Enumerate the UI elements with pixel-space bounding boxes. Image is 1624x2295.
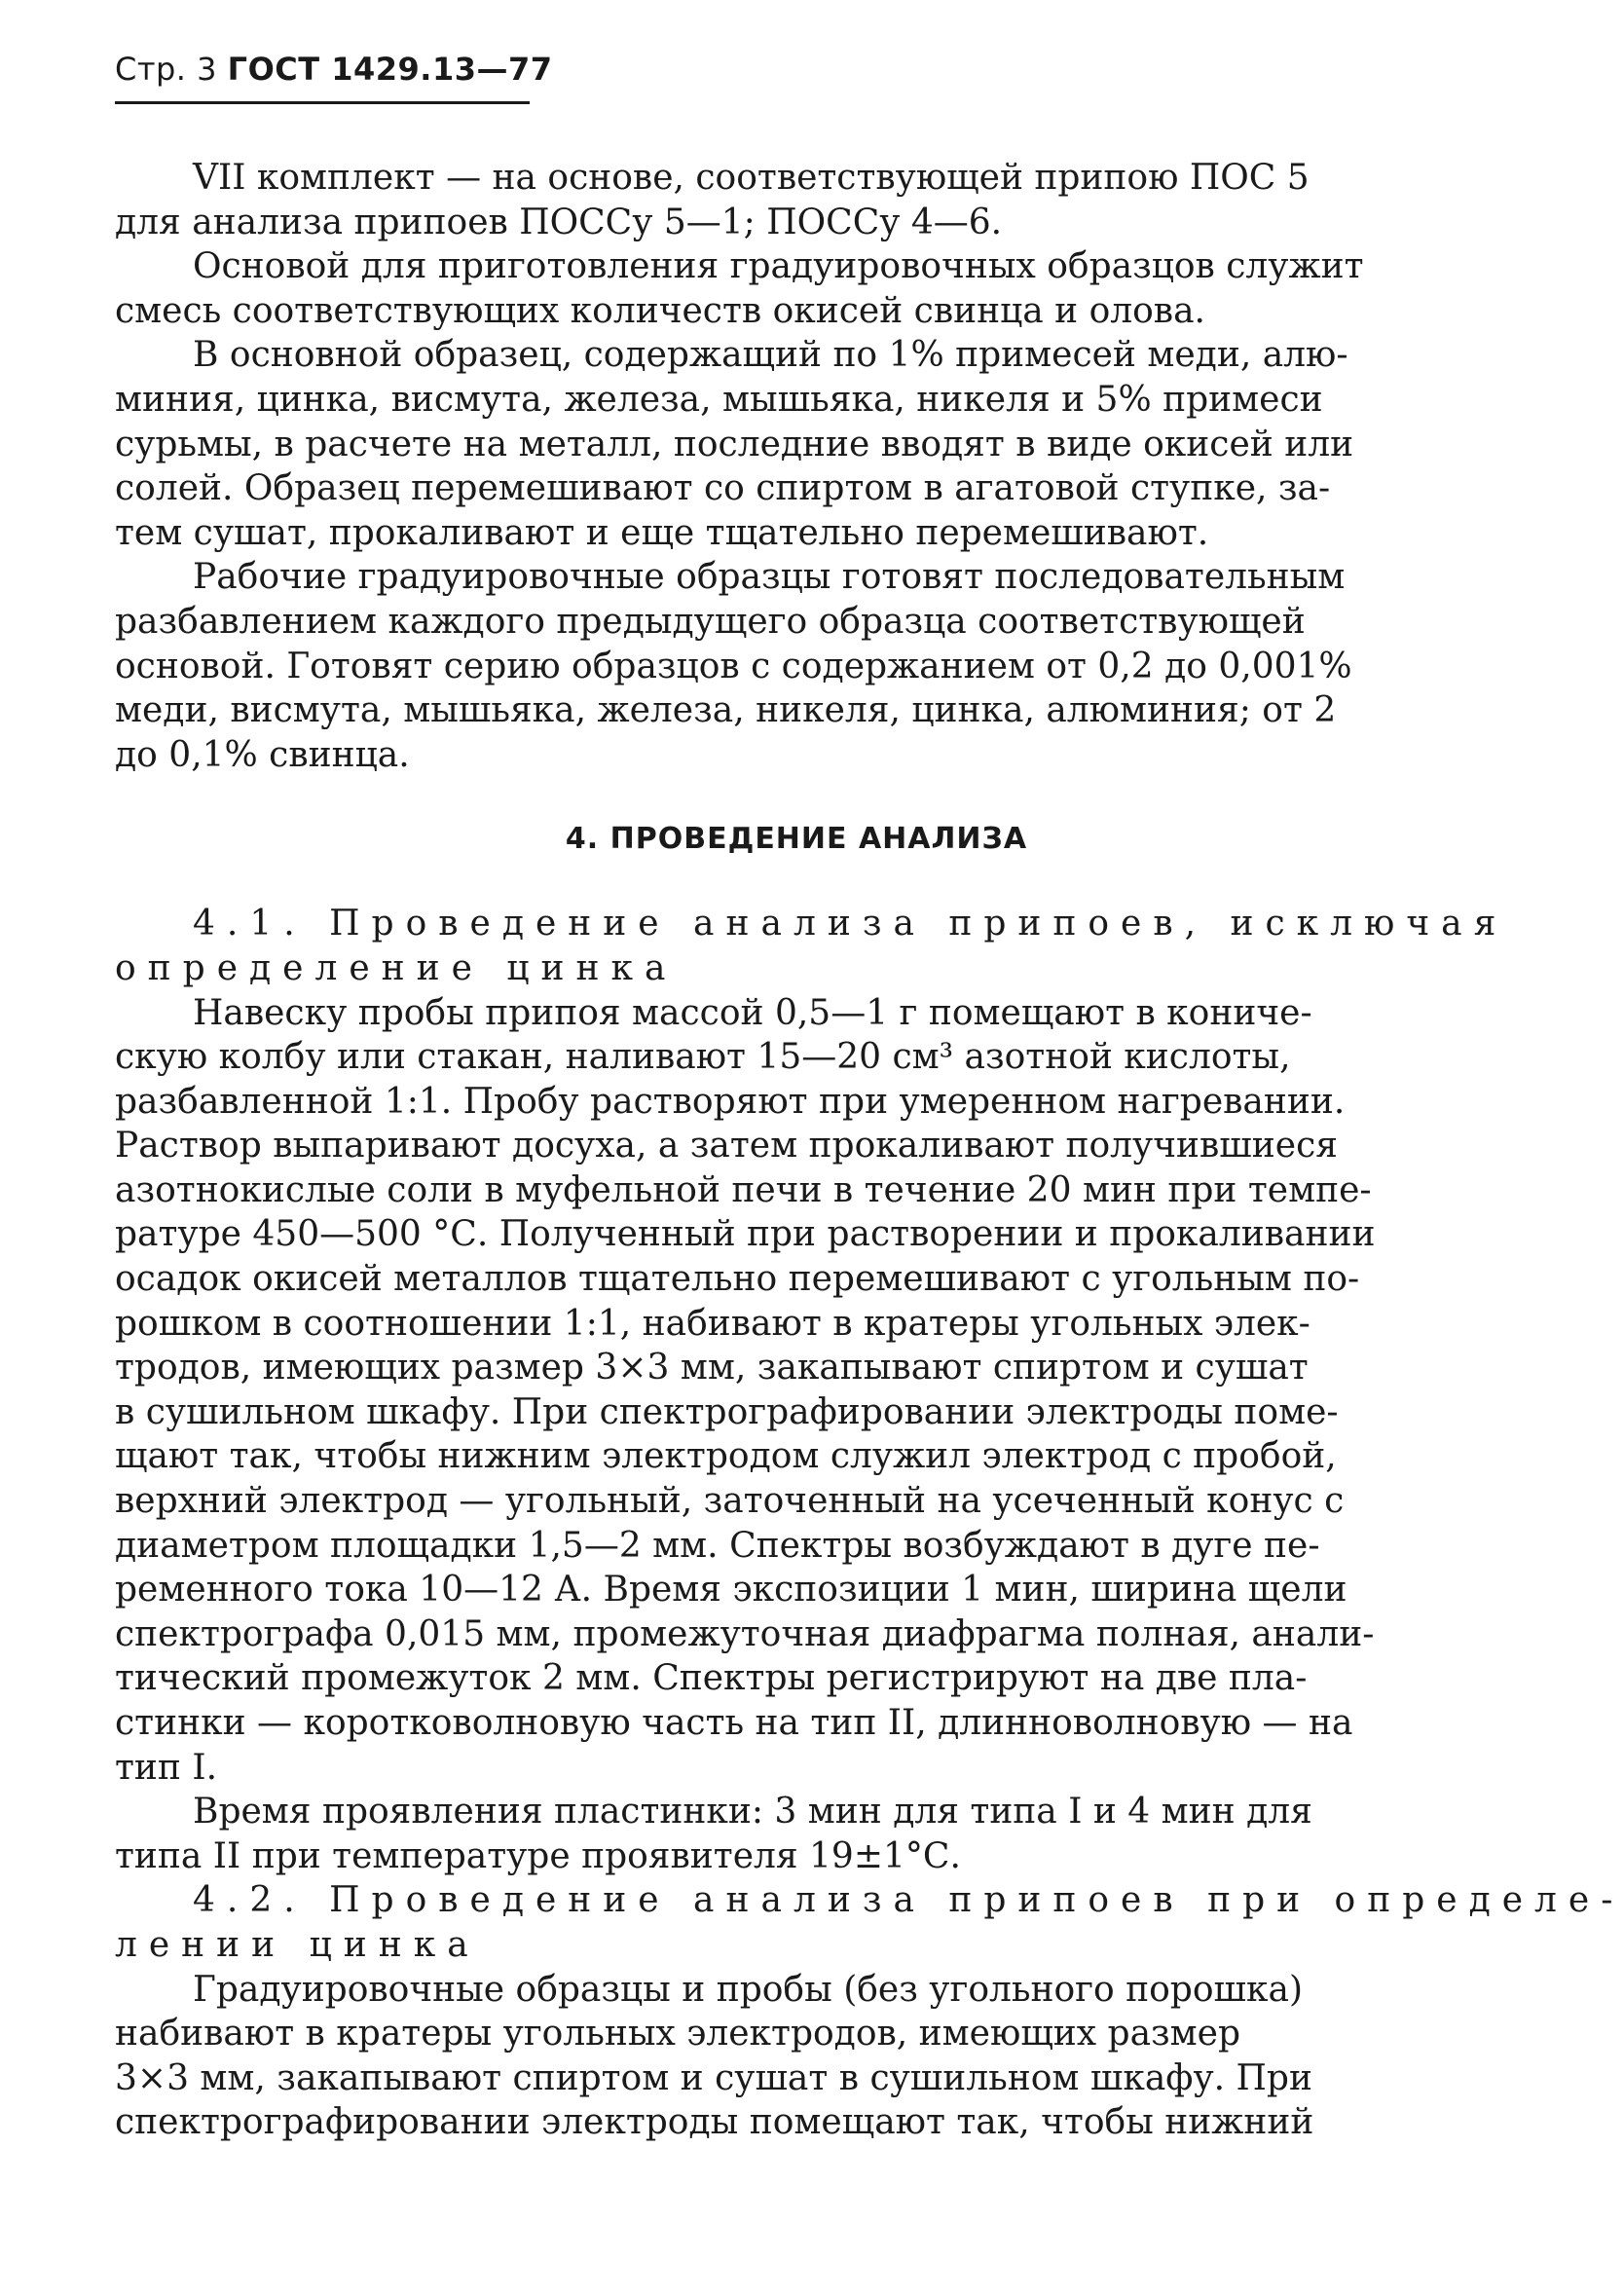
page-number: Стр. 3 — [115, 51, 217, 88]
header-rule — [115, 101, 530, 104]
paragraph-working-samples — [115, 555, 1478, 777]
text-line: скую колбу или стакан, наливают 15—20 см³ азотной кислоты, — [115, 1037, 1291, 1078]
text-line: солей. Образец перемешивают со спиртом в агатовой ступке, за- — [115, 468, 1331, 509]
text-line: Градуировочные образцы и пробы (без угольного порошка) — [193, 1969, 1303, 2010]
text-line: Раствор выпаривают досуха, а затем прокаливают получившиеся — [115, 1126, 1338, 1166]
text-line: тродов, имеющих размер 3×3 мм, закапывают спиртом и сушат — [115, 1348, 1309, 1388]
text-line: типа II при температуре проявителя 19±1°С. — [115, 1835, 961, 1876]
text-line: верхний электрод — угольный, заточенный на усеченный конус с — [115, 1481, 1345, 1522]
text-line: меди, висмута, мышьяка, железа, никеля, цинка, алюминия; от 2 — [115, 690, 1337, 731]
text-line: в сушильном шкафу. При спектрографировании электроды поме- — [115, 1391, 1339, 1432]
text-line: азотнокислые соли в муфельной печи в течение 20 мин при темпе- — [115, 1169, 1372, 1210]
paragraph-base — [115, 244, 1478, 333]
text-line: Рабочие градуировочные образцы готовят последовательным — [193, 557, 1346, 598]
text-line: ременного тока 10—12 А. Время экспозиции 1 мин, ширина щели — [115, 1570, 1347, 1610]
text-line: щают так, чтобы нижним электродом служил электрод с пробой, — [115, 1436, 1337, 1477]
text-line: 3×3 мм, закапывают спиртом и сушат в сушильном шкафу. При — [115, 2057, 1312, 2098]
text-line: определение цинка — [115, 947, 678, 988]
text-line: разбавленной 1:1. Пробу растворяют при умеренном нагревании. — [115, 1081, 1346, 1122]
text-line: диаметром площадки 1,5—2 мм. Спектры возбуждают в дуге пе- — [115, 1525, 1320, 1566]
text-line: Время проявления пластинки: 3 мин для типа I и 4 мин для — [193, 1792, 1312, 1832]
text-line: ратуре 450—500 °С. Полученный при растворении и прокаливании — [115, 1214, 1376, 1255]
text-line: до 0,1% свинца. — [115, 734, 410, 775]
paragraph-main-sample — [115, 333, 1478, 555]
text-line: лении цинка — [115, 1924, 480, 1965]
section-4-heading: 4. ПРОВЕДЕНИЕ АНАЛИЗА — [565, 822, 1028, 857]
text-line: Навеску пробы припоя массой 0,5—1 г помещают в кониче- — [193, 992, 1312, 1033]
text-line: тип I. — [115, 1747, 218, 1788]
text-line: основой. Готовят серию образцов с содержанием от 0,2 до 0,001% — [115, 646, 1352, 686]
text-line: смесь соответствующих количеств окисей свинца и олова. — [115, 290, 1205, 331]
text-line: тем сушат, прокаливают и еще тщательно перемешивают. — [115, 512, 1209, 553]
text-line: стинки — коротковолновую часть на тип II, длинноволновую — на — [115, 1703, 1353, 1743]
text-line: Основой для приготовления градуировочных образцов служит — [193, 246, 1364, 287]
text-line: В основной образец, содержащий по 1% примесей меди, алю- — [193, 335, 1348, 376]
text-line: 4.2. Проведение анализа припоев при определе- — [193, 1880, 1624, 1921]
text-line: миния, цинка, висмута, железа, мышьяка, никеля и 5% примеси — [115, 379, 1323, 420]
text-line: 4.1. Проведение анализа припоев, исключая — [193, 904, 1508, 944]
subsection-4-1-heading — [115, 902, 1508, 990]
running-head — [115, 51, 553, 88]
text-line: сурьмы, в расчете на металл, последние вводят в виде окисей или — [115, 424, 1354, 464]
text-line: набивают в кратеры угольных электродов, имеющих размер — [115, 2014, 1241, 2054]
text-line: спектрографа 0,015 мм, промежуточная диафрагма полная, анали- — [115, 1613, 1375, 1654]
text-line: спектрографировании электроды помещают так, чтобы нижний — [115, 2102, 1314, 2143]
subsection-4-2-heading — [115, 1878, 1624, 1967]
text-line: рошком в соотношении 1:1, набивают в кратеры угольных элек- — [115, 1303, 1310, 1344]
paragraph-zinc-samples — [115, 1968, 1478, 2145]
text-line: осадок окисей металлов тщательно перемешивают с угольным по- — [115, 1259, 1360, 1300]
paragraph-kit-vii — [115, 156, 1478, 244]
text-line: разбавлением каждого предыдущего образца соответствующей — [115, 601, 1306, 642]
paragraph-development — [115, 1790, 1478, 1878]
body-text — [115, 156, 1624, 2145]
text-line: для анализа припоев ПОССу 5—1; ПОССу 4—6. — [115, 202, 1003, 242]
text-line: VII комплект — на основе, соответствующей припою ПОС 5 — [193, 158, 1310, 198]
text-line: тический промежуток 2 мм. Спектры регистрируют на две пла- — [115, 1658, 1308, 1699]
standard-number: ГОСТ 1429.13—77 — [227, 51, 553, 88]
paragraph-sample-prep — [115, 991, 1478, 1791]
